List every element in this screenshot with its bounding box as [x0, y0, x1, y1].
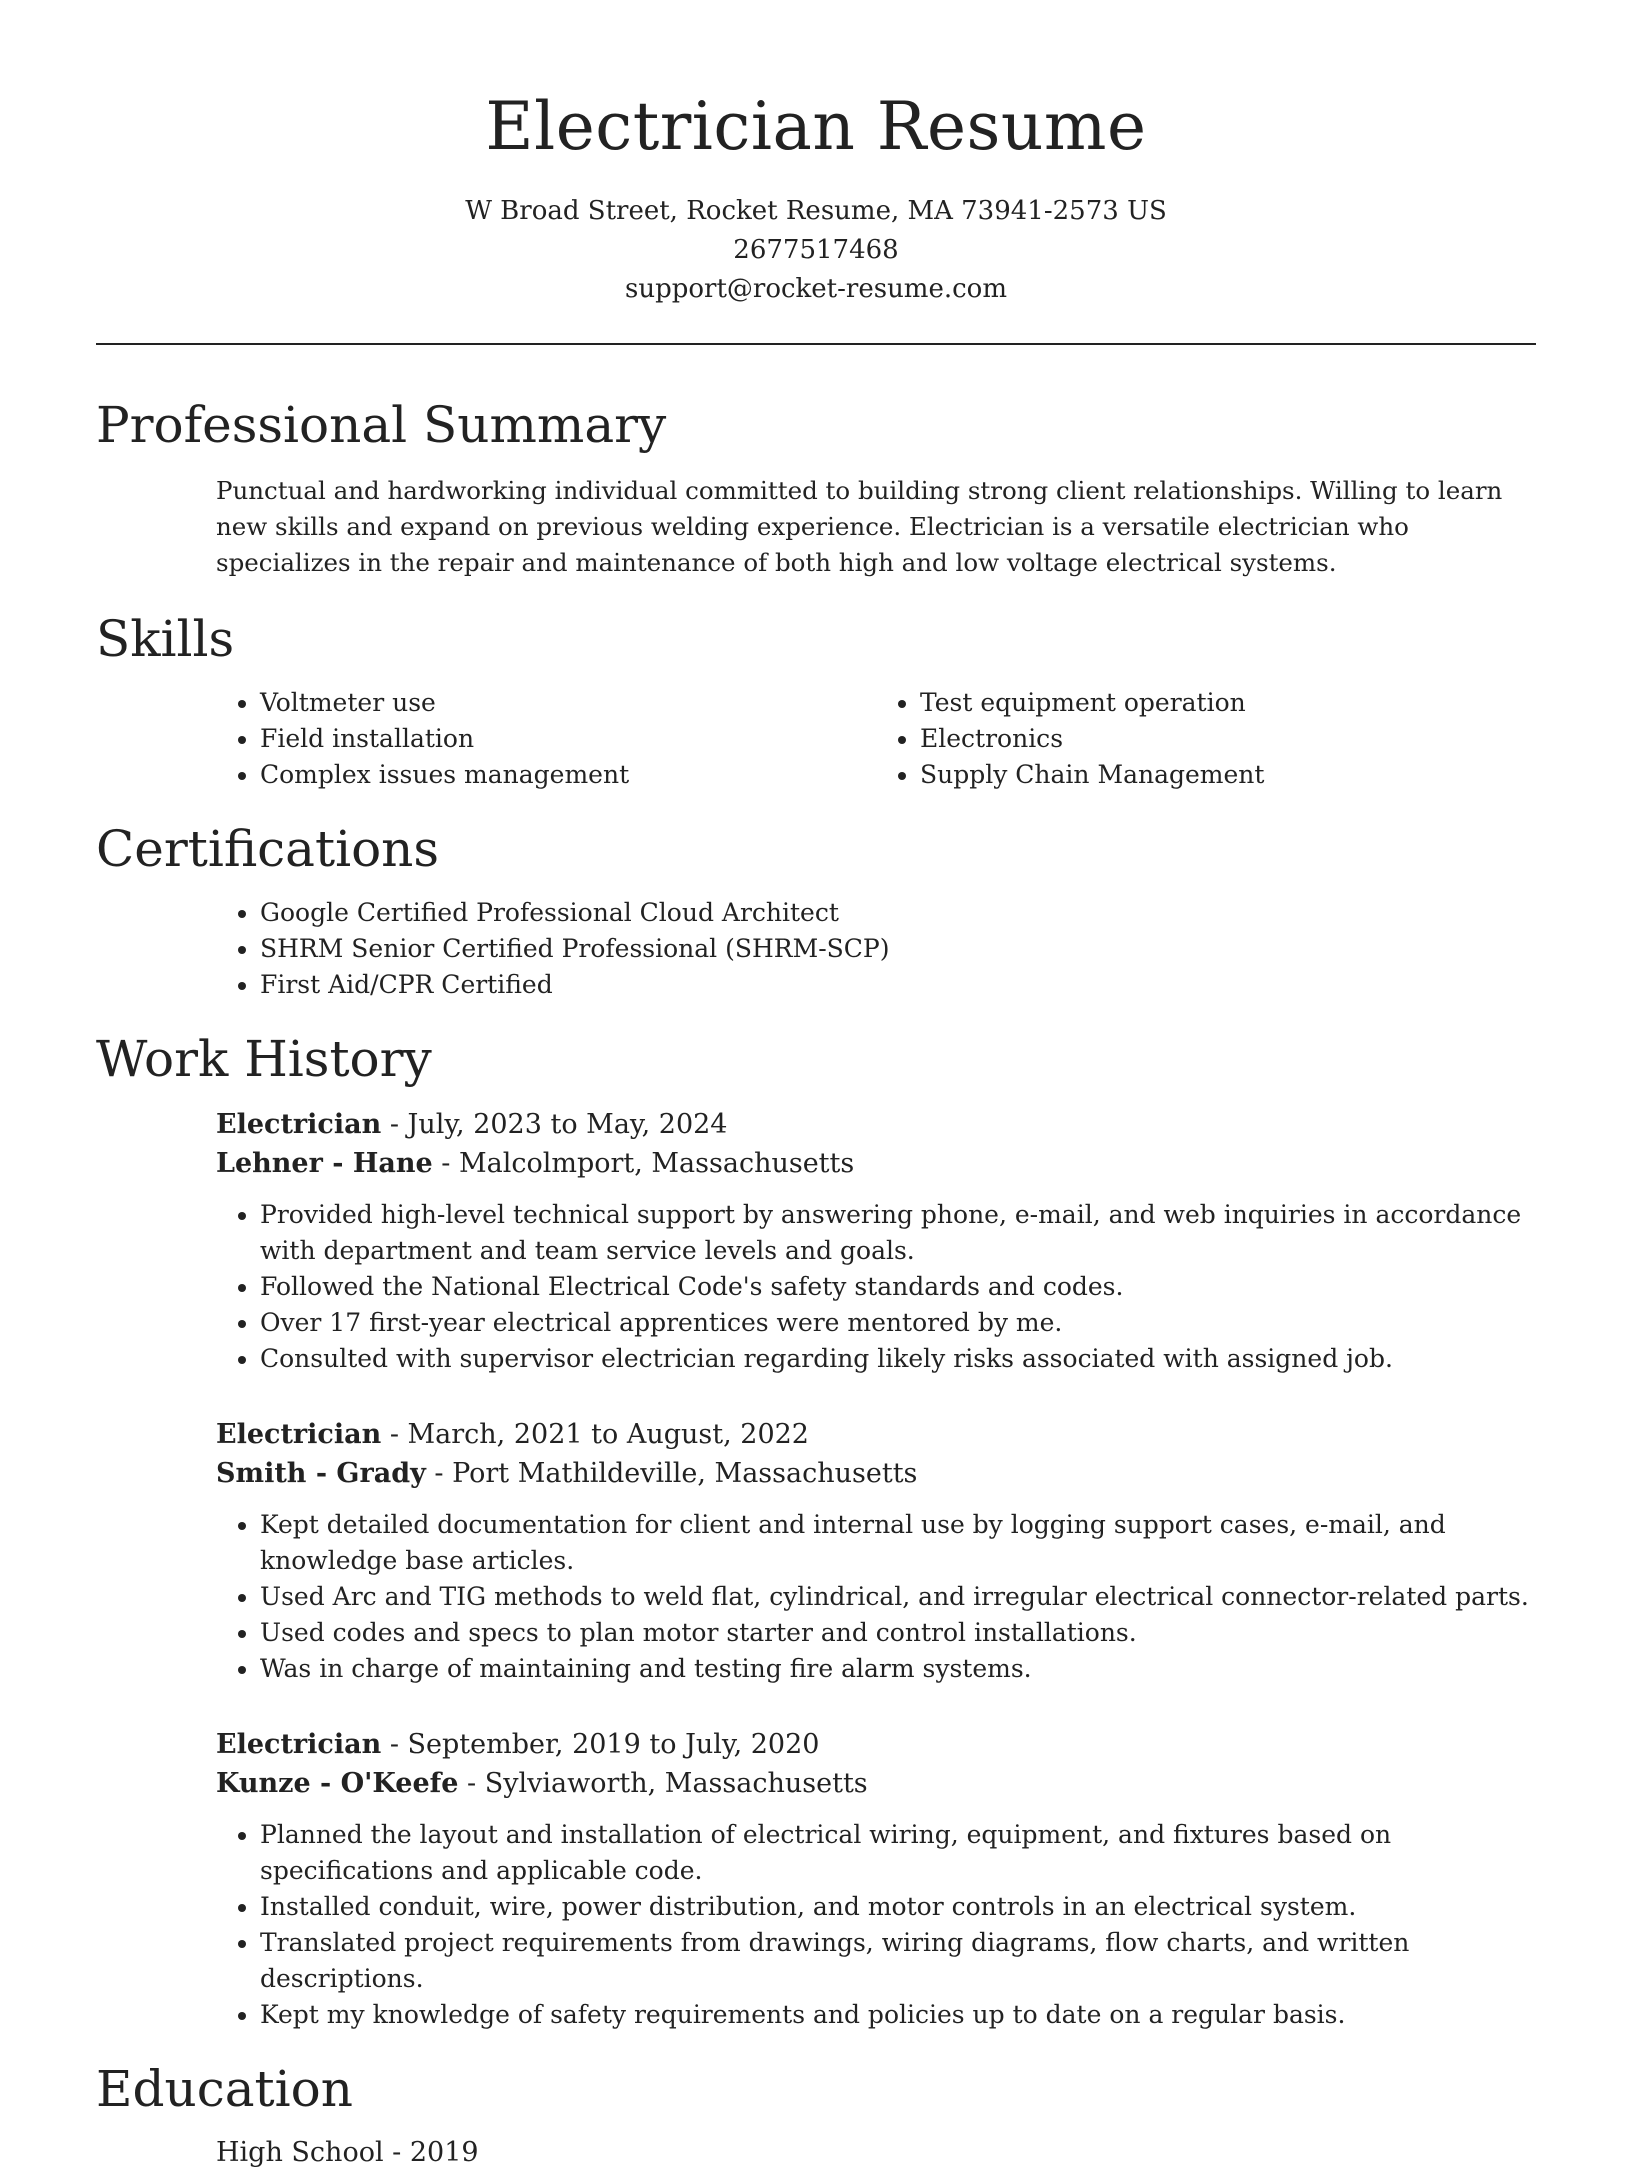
job-company: Lehner - Hane	[216, 1148, 433, 1179]
contact-info	[96, 192, 1536, 309]
resume-header	[96, 0, 1536, 309]
job-bullet: • Over 17 first-year electrical apprentices were mentored by me.	[260, 1305, 1536, 1341]
phone: 2677517468	[733, 235, 899, 265]
job-bullets	[216, 1507, 1536, 1687]
skill-item: • Field installation	[260, 721, 876, 757]
job-bullet: • Followed the National Electrical Code's safety standards and codes.	[260, 1269, 1536, 1305]
job-company-line	[216, 1454, 1536, 1493]
skill-item: • Complex issues management	[260, 757, 876, 793]
job-entry	[216, 1105, 1536, 1377]
certification-item: • SHRM Senior Certified Professional (SHRM-SCP)	[260, 931, 1536, 967]
certification-item: • First Aid/CPR Certified	[260, 967, 1536, 1003]
job-company-line	[216, 1764, 1536, 1803]
summary-text: Punctual and hardworking individual committed to building strong client relationships. Willing to learn new skills and expand on previous welding experience. Electrician is a versatile electrician who specializes in the repair and maintenance of both high and low voltage electrical systems.	[216, 476, 1503, 577]
job-title-line	[216, 1415, 1536, 1454]
job-company: Smith - Grady	[216, 1458, 426, 1489]
job-bullet: • Consulted with supervisor electrician regarding likely risks associated with assigned job.	[260, 1341, 1536, 1377]
skill-item: • Electronics	[920, 721, 1536, 757]
skills-grid	[216, 685, 1536, 793]
skills-list-right	[876, 685, 1536, 793]
section-title-skills: Skills	[96, 610, 235, 668]
skill-item: • Voltmeter use	[260, 685, 876, 721]
education-section	[96, 2057, 1536, 2171]
section-title-summary: Professional Summary	[96, 396, 667, 454]
job-location: - Sylviaworth, Massachusetts	[458, 1768, 868, 1799]
job-role: Electrician	[216, 1419, 382, 1450]
header-divider	[96, 343, 1536, 345]
education-entry: High School - 2019	[216, 2137, 479, 2168]
job-role: Electrician	[216, 1729, 382, 1760]
section-title-certifications: Certifications	[96, 820, 440, 878]
address: W Broad Street, Rocket Resume, MA 73941-2573 US	[465, 196, 1167, 226]
certifications-list	[216, 895, 1536, 1003]
job-dates: - July, 2023 to May, 2024	[381, 1109, 728, 1140]
certifications-section	[96, 817, 1536, 1003]
job-bullet: • Used codes and specs to plan motor starter and control installations.	[260, 1615, 1536, 1651]
job-bullet: • Used Arc and TIG methods to weld flat, cylindrical, and irregular electrical connector-related parts.	[260, 1579, 1536, 1615]
skill-item: • Test equipment operation	[920, 685, 1536, 721]
job-bullets	[216, 1817, 1536, 2033]
job-company: Kunze - O'Keefe	[216, 1768, 459, 1799]
resume-title: Electrician Resume	[485, 88, 1147, 165]
job-title-line	[216, 1105, 1536, 1144]
job-bullet: • Kept detailed documentation for client and internal use by logging support cases, e-mail, and knowledge base articles.	[260, 1507, 1536, 1579]
job-entry	[216, 1415, 1536, 1687]
work-history-section	[96, 1027, 1536, 2033]
job-bullet: • Was in charge of maintaining and testing fire alarm systems.	[260, 1651, 1536, 1687]
job-role: Electrician	[216, 1109, 382, 1140]
job-bullets	[216, 1197, 1536, 1377]
section-title-education: Education	[96, 2060, 353, 2118]
certifications-body	[216, 895, 1536, 1003]
job-company-line	[216, 1144, 1536, 1183]
job-bullet: • Installed conduit, wire, power distribution, and motor controls in an electrical system.	[260, 1889, 1536, 1925]
skills-list-left	[216, 685, 876, 793]
job-bullet: • Provided high-level technical support by answering phone, e-mail, and web inquiries in accordance with department and team service levels and goals.	[260, 1197, 1536, 1269]
job-location: - Port Mathildeville, Massachusetts	[425, 1458, 918, 1489]
skill-item: • Supply Chain Management	[920, 757, 1536, 793]
job-location: - Malcolmport, Massachusetts	[432, 1148, 855, 1179]
professional-summary-section	[96, 393, 1536, 581]
job-entry	[216, 1725, 1536, 2033]
job-bullet: • Kept my knowledge of safety requirements and policies up to date on a regular basis.	[260, 1997, 1536, 2033]
email: support@rocket-resume.com	[624, 274, 1007, 304]
certification-item: • Google Certified Professional Cloud Architect	[260, 895, 1536, 931]
job-bullet: • Planned the layout and installation of electrical wiring, equipment, and fixtures based on specifications and applicable code.	[260, 1817, 1536, 1889]
section-title-work-history: Work History	[96, 1030, 432, 1088]
job-dates: - March, 2021 to August, 2022	[381, 1419, 809, 1450]
job-dates: - September, 2019 to July, 2020	[381, 1729, 820, 1760]
job-bullet: • Translated project requirements from drawings, wiring diagrams, flow charts, and written descriptions.	[260, 1925, 1536, 1997]
job-title-line	[216, 1725, 1536, 1764]
skills-section	[96, 607, 1536, 793]
